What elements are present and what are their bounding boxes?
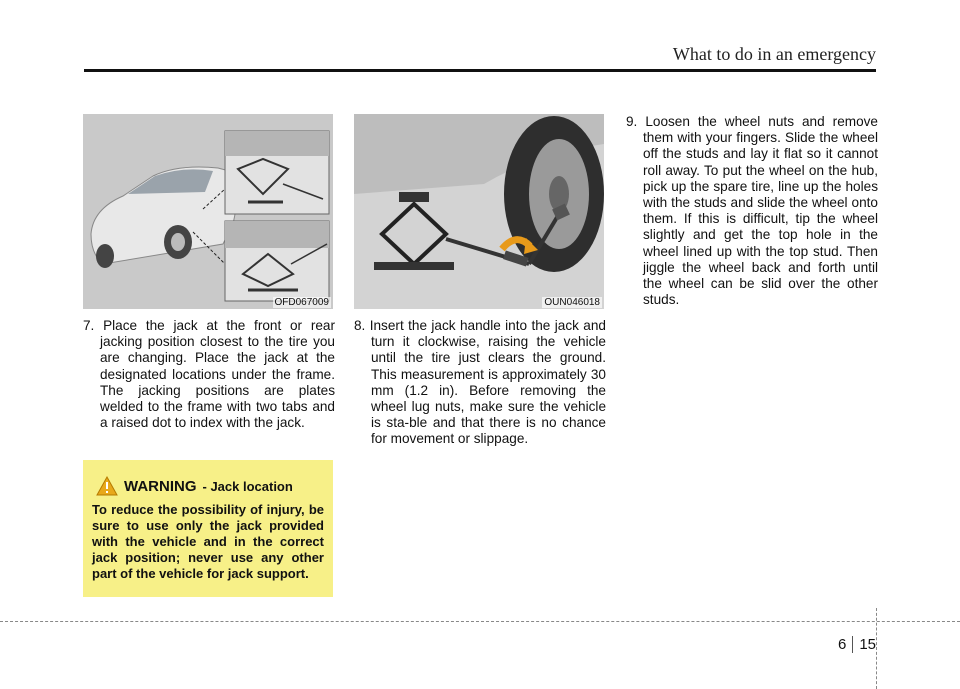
figure-jack-handle [354,114,604,309]
figure-jack-positions [83,114,333,309]
step-7-column [83,318,335,431]
warning-subtitle: - Jack location [202,478,293,494]
header-rule [84,69,876,72]
step-8-text: 8. Insert the jack handle into the jack and turn it clockwise, raising the vehicle until the tire just clears the ground. This measurement is approximately 30 mm (1.2 in). Before removing the wheel lug nuts, make sure the vehicle is sta-ble and that there is no chance for movement or slippage. [354,318,606,447]
step-8-column [354,318,606,448]
warning-triangle-icon [96,476,118,496]
warning-body: To reduce the possibility of injury, be sure to use only the jack provided with the vehicle and in the correct jack position; never use any other part of the vehicle for jack support. [92,502,324,581]
jack-handle-illustration [354,114,604,309]
warning-box [83,460,333,597]
footer-rule [0,621,960,622]
step-9-column [626,114,878,308]
footer-divider [876,608,877,689]
warning-heading [96,476,324,496]
step-9-text: 9. Loosen the wheel nuts and remove them with your fingers. Slide the wheel off the studs and lay it flat so it cannot roll away. To put the wheel on the hub, pick up the spare tire, line up the holes with the studs and slide the wheel onto them. If this is difficult, tip the wheel slightly and get the top hole in the wheel lined up with the top stud. Then jiggle the wheel back and forth until the wheel can be slid over the other studs. [626,114,878,308]
figure-code: OUN046018 [544,297,600,308]
warning-title: WARNING [124,477,197,495]
chapter-number: 6 [828,636,853,653]
step-7-text: 7. Place the jack at the front or rear jacking position closest to the tire you are changing. Place the jack at the designated locations under the frame. The jacking positions are plates welded to the frame with two tabs and a raised dot to index with the jack. [83,318,335,431]
page-number-value: 15 [859,636,876,653]
figure-code: OFD067009 [274,297,329,308]
page-number [828,636,876,653]
jack-positions-illustration [83,114,333,309]
header-title: What to do in an emergency [672,44,876,64]
